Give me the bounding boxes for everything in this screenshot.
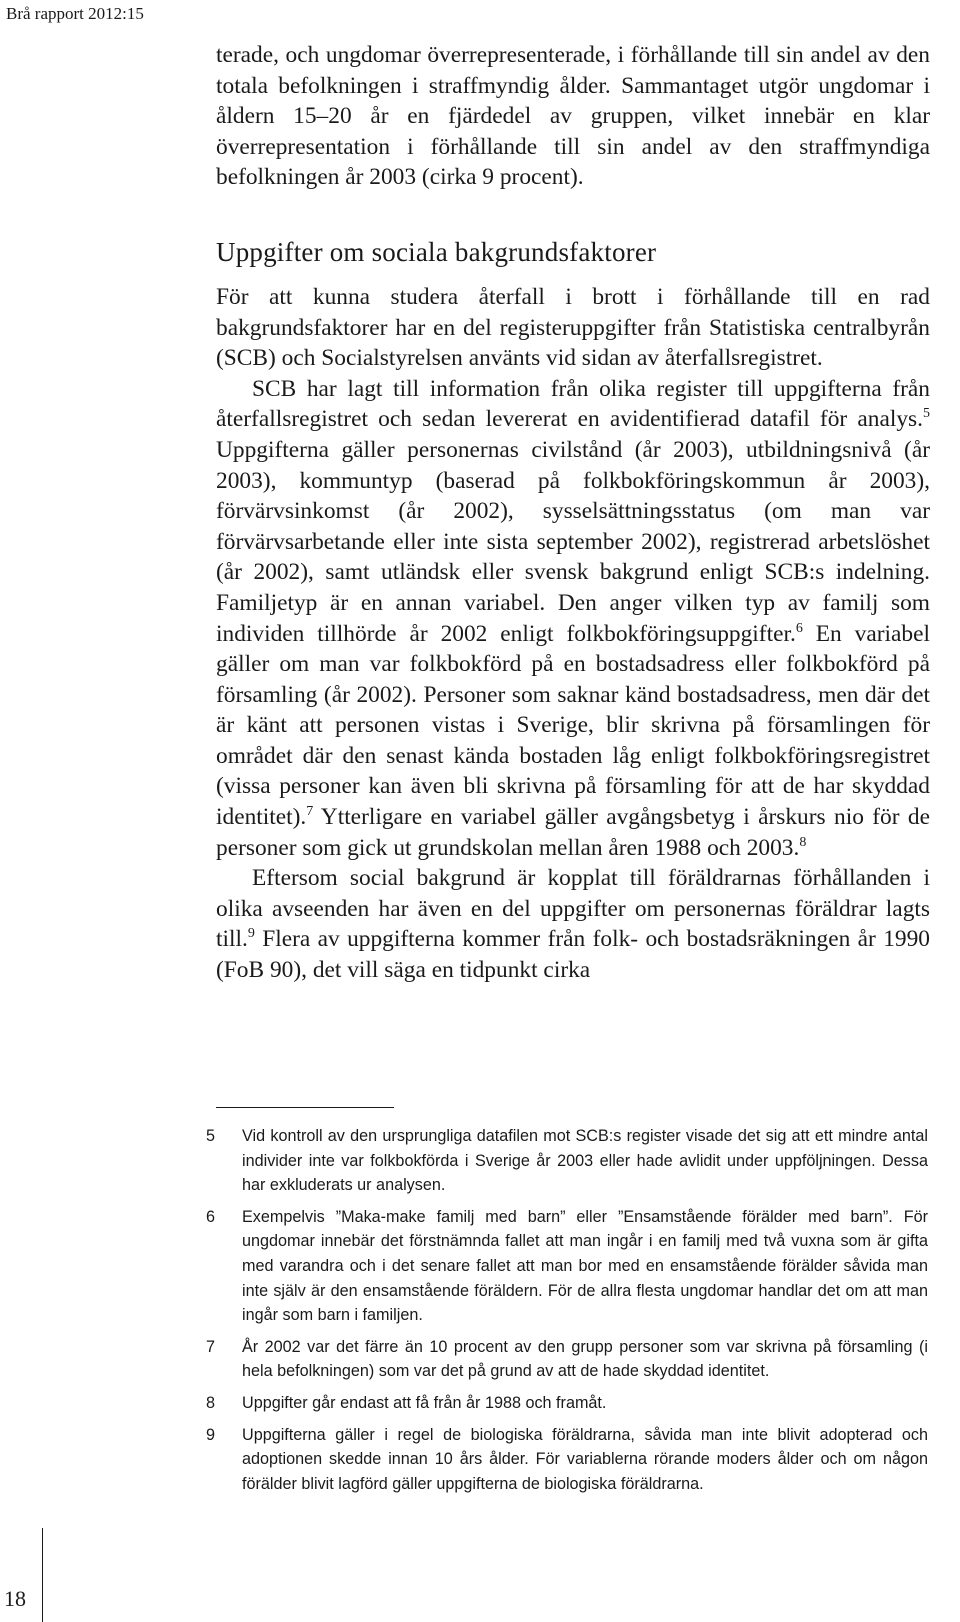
running-header: Brå rapport 2012:15 <box>6 4 144 23</box>
paragraph-3-text-b: Uppgifterna gäller personernas civilstånd (år 2003), utbildningsnivå (år 2003), kommuntyp (baserad på folkbokföringskommun år 2003), förvärvsinkomst (år 2002), sysselsättningsstatus (om man var förvärvsarbetande eller inte sista september 2002), registrerad arbetslöshet (år 2002), samt utländsk eller svensk bakgrund enligt SCB:s indelning. Familjetyp är en annan variabel. Den anger vilken typ av familj som individen tillhörde år 2002 enligt folkbokföringsuppgifter. <box>216 436 930 647</box>
footnotes <box>206 1124 928 1503</box>
paragraph-4-text-b: Flera av uppgifterna kommer från folk- och bostadsräkningen år 1990 (FoB 90), det vill säga en tidpunkt cirka <box>216 926 930 984</box>
footnote-6 <box>206 1205 928 1328</box>
paragraph-3 <box>216 374 930 864</box>
footnote-text: Uppgifter går endast att få från år 1988 och framåt. <box>242 1393 607 1412</box>
footnote-ref-8: 8 <box>799 834 807 850</box>
paragraph-1: terade, och ungdomar överrepresenterade, i förhållande till sin andel av den totala befolkningen i straffmyndig ålder. Sammantaget utgör ungdomar i åldern 15–20 år en fjärdedel av gruppen, vilket innebär en klar överrepresentation i förhållande till sin andel av den straffmyndiga befolkningen år 2003 (cirka 9 procent). <box>216 42 930 191</box>
footnote-text: Vid kontroll av den ursprungliga datafilen mot SCB:s register visade det sig att ett mindre antal individer inte var folkbokförda i Sverige år 2003 eller hade avlidit under uppföljningen. Dessa har exkluderats ur analysen. <box>242 1127 928 1195</box>
footnote-5 <box>206 1124 928 1198</box>
footnote-ref-6: 6 <box>795 620 803 636</box>
paragraph-3-text-c: En variabel gäller om man var folkbokförd på en bostadsadress eller folkbokförd på församling (år 2002). Personer som saknar känd bostadsadress, men där det är känt att personen vistas i Sverige, blir skrivna på församlingen för området där den senast kända bostaden låg enligt folkbokföringsregistret (vissa personer kan även bli skrivna på församling för att de har skyddad identitet). <box>216 620 930 831</box>
paragraph-3-text-a: SCB har lagt till information från olika register till uppgifterna från återfallsregistret och sedan levererat en avidentifierad datafil för analys. <box>216 375 930 433</box>
footnote-number: 9 <box>206 1425 216 1444</box>
footnote-ref-7: 7 <box>306 804 314 820</box>
paragraph-2: För att kunna studera återfall i brott i förhållande till en rad bakgrundsfaktorer har en del registeruppgifter från Statistiska centralbyrån (SCB) och Socialstyrelsen använts vid sidan av återfallsregistret. <box>216 283 930 372</box>
footnote-9 <box>206 1423 928 1497</box>
footnote-ref-9: 9 <box>247 926 255 942</box>
footnote-number: 8 <box>206 1393 216 1412</box>
page-number: 18 <box>4 1586 26 1611</box>
footnote-number: 7 <box>206 1337 216 1356</box>
footnote-separator <box>216 1107 394 1108</box>
paragraph-4-text-a: Eftersom social bakgrund är kopplat till föräldrarnas förhållanden i olika avseenden har även en del uppgifter om personernas föräldrar lagts till. <box>216 865 930 953</box>
footnote-ref-5: 5 <box>923 406 930 422</box>
margin-rule <box>42 1528 43 1622</box>
footnote-number: 6 <box>206 1207 216 1226</box>
footnote-8 <box>206 1391 928 1416</box>
footnote-7 <box>206 1335 928 1384</box>
paragraph-4 <box>216 863 930 985</box>
footnote-text: Exempelvis ”Maka-make familj med barn” eller ”Ensamstående förälder med barn”. För ungdomar innebär det förstnämnda fallet att man ingår i en familj med två vuxna som är gifta med varandra och i det senare fallet att man bor med en ensamstående förälder såvida man inte själv är den ensamstående föräldern. För de allra flesta ungdomar handlar det om att man ingår som barn i familjen. <box>242 1207 928 1325</box>
footnote-number: 5 <box>206 1127 216 1145</box>
footnote-text: År 2002 var det färre än 10 procent av den grupp personer som var skrivna på församling (i hela befolkningen) som var det på grund av att de hade skyddad identitet. <box>242 1337 928 1381</box>
footnote-text: Uppgifterna gäller i regel de biologiska föräldrarna, såvida man inte blivit adopterad och adoptionen skedde innan 10 års ålder. För variablerna rörande moders ålder och om någon förälder blivit lagförd gäller uppgifterna de biologiska föräldrarna. <box>242 1425 928 1493</box>
section-heading: Uppgifter om sociala bakgrundsfaktorer <box>216 236 657 267</box>
paragraph-3-text-d: Ytterligare en variabel gäller avgångsbetyg i årskurs nio för de personer som gick ut grundskolan mellan åren 1988 och 2003. <box>216 804 930 861</box>
main-text <box>216 40 930 986</box>
